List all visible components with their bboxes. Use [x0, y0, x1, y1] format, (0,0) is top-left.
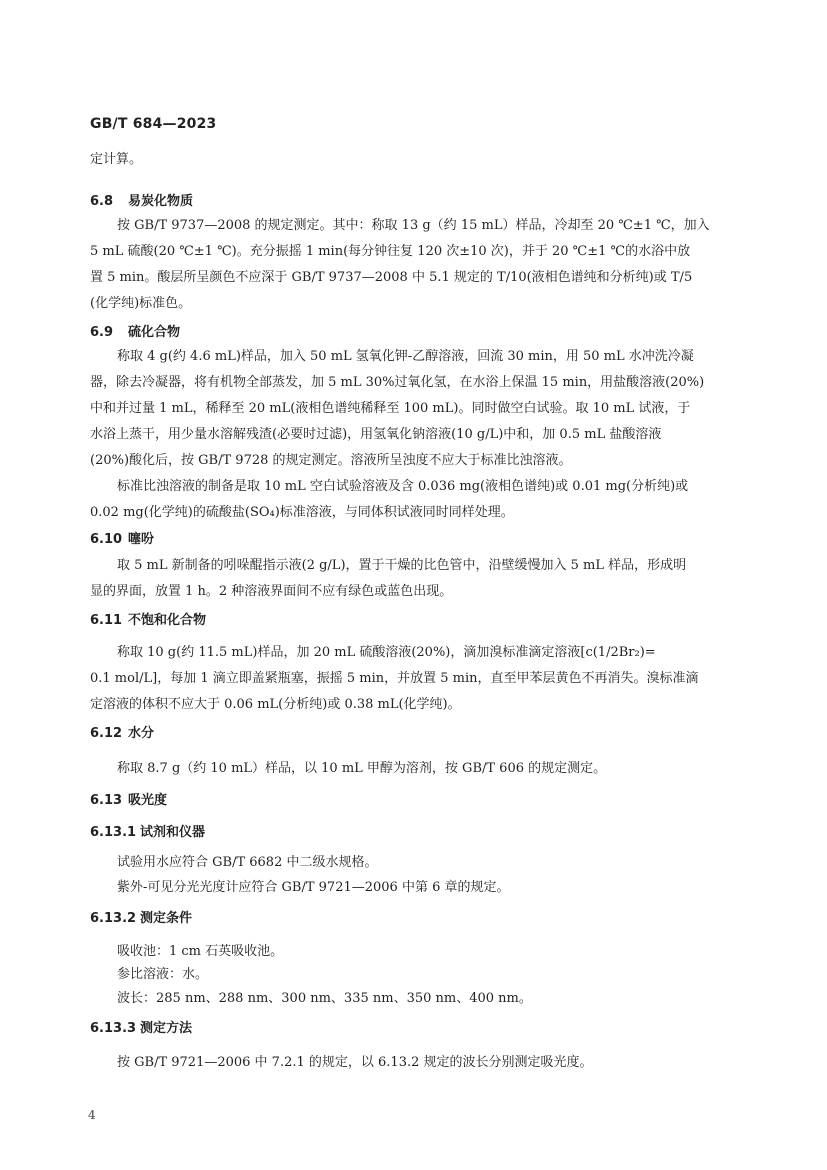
- section-6-10-heading: [90, 530, 154, 550]
- paragraph-line: 吸收池：1 cm 石英吸收池。: [117, 944, 284, 959]
- section-title: 水分: [128, 726, 155, 741]
- section-number: 6.9: [90, 325, 114, 340]
- section-6-8-heading: [90, 192, 193, 212]
- section-6-13-2-heading: [90, 909, 192, 929]
- section-title: 测定条件: [140, 911, 193, 926]
- section-6-13-heading: [90, 791, 167, 811]
- section-number: 6.8: [90, 194, 114, 209]
- section-title: 吸光度: [128, 793, 168, 808]
- page-number: 4: [88, 1108, 96, 1122]
- paragraph-line: 按 GB/T 9737—2008 的规定测定。其中：称取 13 g（约 15 mL）样品，冷却至 20 ℃±1 ℃，加入: [117, 218, 710, 233]
- paragraph-line: (20%)酸化后，按 GB/T 9728 的规定测定。溶液所呈浊度不应大于标准比浊溶液。: [90, 453, 572, 468]
- section-title: 噻吩: [128, 532, 155, 547]
- section-number: 6.12: [90, 726, 123, 741]
- paragraph-line: 0.02 mg(化学纯)的硫酸盐(SO₄)标准溶液，与同体积试液同时同样处理。: [90, 505, 514, 520]
- section-number: 6.13.1: [90, 825, 137, 840]
- paragraph-line: 置 5 min。酸层所呈颜色不应深于 GB/T 9737—2008 中 5.1 规定的 T/10(液相色谱纯和分析纯)或 T/5: [90, 270, 693, 285]
- section-6-9-heading: [90, 323, 180, 343]
- intro-line: 定计算。: [90, 152, 143, 167]
- paragraph-line: 5 mL 硫酸(20 ℃±1 ℃)。充分振摇 1 min(每分钟往复 120 次±10 次)，并于 20 ℃±1 ℃的水浴中放: [90, 244, 691, 259]
- paragraph-line: 0.1 mol/L]，每加 1 滴立即盖紧瓶塞，振摇 5 min，并放置 5 min，直至甲苯层黄色不再消失。溴标准滴: [90, 671, 699, 686]
- document-id: GB/T 684—2023: [90, 116, 217, 132]
- section-number: 6.13.2: [90, 911, 137, 926]
- paragraph-line: 水浴上蒸干，用少量水溶解残渣(必要时过滤)，用氢氧化钠溶液(10 g/L)中和，加 0.5 mL 盐酸溶液: [90, 427, 662, 442]
- paragraph-line: 称取 8.7 g（约 10 mL）样品，以 10 mL 甲醇为溶剂，按 GB/T 606 的规定测定。: [117, 761, 607, 776]
- paragraph-line: 显的界面，放置 1 h。2 种溶液界面间不应有绿色或蓝色出现。: [90, 584, 453, 599]
- paragraph-line: 称取 4 g(约 4.6 mL)样品，加入 50 mL 氢氧化钾-乙醇溶液，回流 30 min，用 50 mL 水冲洗冷凝: [117, 349, 694, 364]
- section-number: 6.11: [90, 613, 123, 628]
- paragraph-line: 参比溶液：水。: [117, 967, 209, 982]
- paragraph-line: 按 GB/T 9721—2006 中 7.2.1 的规定，以 6.13.2 规定的波长分别测定吸光度。: [117, 1055, 593, 1070]
- paragraph-line: 器，除去冷凝器，将有机物全部蒸发，加 5 mL 30%过氧化氢，在水浴上保温 15 min，用盐酸溶液(20%): [90, 375, 705, 390]
- section-number: 6.13: [90, 793, 123, 808]
- paragraph-line: 称取 10 g(约 11.5 mL)样品，加 20 mL 硫酸溶液(20%)，滴加溴标准滴定溶液[c(1/2Br₂)=: [117, 645, 656, 660]
- paragraph-line: 取 5 mL 新制备的吲哚醌指示液(2 g/L)，置于干燥的比色管中，沿壁缓慢加入 5 mL 样品，形成明: [117, 558, 687, 573]
- paragraph-line: 波长：285 nm、288 nm、300 nm、335 nm、350 nm、400 nm。: [117, 991, 532, 1006]
- section-title: 硫化合物: [128, 325, 181, 340]
- section-title: 测定方法: [140, 1021, 193, 1036]
- section-6-12-heading: [90, 724, 154, 744]
- section-title: 易炭化物质: [128, 194, 194, 209]
- section-6-11-heading: [90, 611, 206, 631]
- paragraph-line: 定溶液的体积不应大于 0.06 mL(分析纯)或 0.38 mL(化学纯)。: [90, 697, 461, 712]
- paragraph-line: 中和并过量 1 mL，稀释至 20 mL(液相色谱纯稀释至 100 mL)。同时做空白试验。取 10 mL 试液，于: [90, 401, 691, 416]
- section-number: 6.13.3: [90, 1021, 137, 1036]
- paragraph-line: 紫外-可见分光光度计应符合 GB/T 9721—2006 中第 6 章的规定。: [117, 880, 510, 895]
- paragraph-line: 试验用水应符合 GB/T 6682 中二级水规格。: [117, 855, 378, 870]
- section-title: 不饱和化合物: [128, 613, 207, 628]
- section-6-13-3-heading: [90, 1019, 192, 1039]
- section-title: 试剂和仪器: [140, 825, 206, 840]
- section-6-13-1-heading: [90, 823, 205, 843]
- section-number: 6.10: [90, 532, 123, 547]
- paragraph-line: (化学纯)标准色。: [90, 296, 192, 311]
- paragraph-line: 标准比浊溶液的制备是取 10 mL 空白试验溶液及含 0.036 mg(液相色谱纯)或 0.01 mg(分析纯)或: [117, 479, 689, 494]
